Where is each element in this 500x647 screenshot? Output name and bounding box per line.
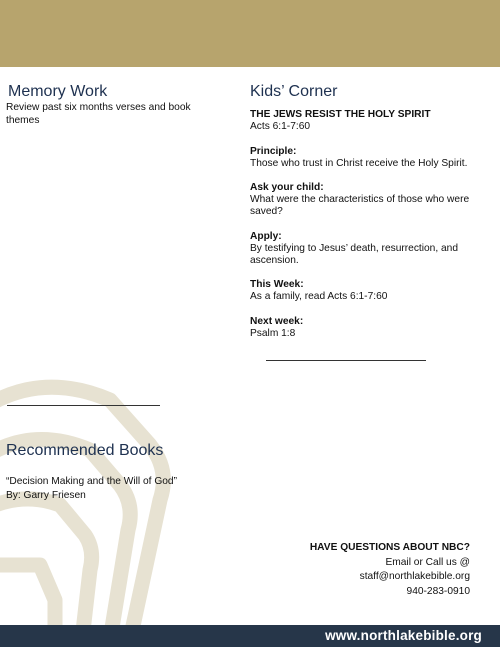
contact-phone[interactable]: 940-283-0910 [406,585,470,597]
book-author: By: Garry Friesen [6,489,86,501]
this-week [250,279,475,303]
section-divider [7,405,160,406]
memory-work-text: Review past six months verses and book themes [6,102,191,126]
ask-text: What were the characteristics of those who were saved? [250,194,470,217]
next-week-label: Next week: [250,315,304,327]
apply-text: By testifying to Jesus’ death, resurrection, and ascension. [250,242,459,266]
contact-line: Email or Call us @ [385,556,470,568]
ask-label: Ask your child: [250,182,324,193]
recommended-book [6,475,226,502]
kids-corner-heading: Kids’ Corner [250,83,338,100]
memory-work-heading: Memory Work [8,83,108,100]
contact-email[interactable]: staff@northlakebible.org [359,571,470,582]
kids-divider [266,360,426,361]
next-week-text: Psalm 1:8 [250,327,296,339]
lesson [250,109,475,133]
apply-label: Apply: [250,230,282,242]
this-week-text: As a family, read Acts 6:1-7:60 [250,291,388,302]
contact-block [310,541,470,599]
book-title: “Decision Making and the Will of God” [6,476,177,487]
recommended-books-heading: Recommended Books [6,442,164,459]
header-band [0,0,500,67]
kids-corner-content [250,109,475,352]
principle [250,146,475,170]
ask-your-child [250,182,475,218]
this-week-label: This Week: [250,279,304,290]
lesson-title: THE JEWS RESIST THE HOLY SPIRIT [250,109,431,120]
website-link[interactable]: www.northlakebible.org [325,628,482,643]
apply [250,231,475,267]
next-week [250,316,475,340]
principle-label: Principle: [250,145,297,157]
contact-question: HAVE QUESTIONS ABOUT NBC? [309,542,470,553]
lesson-passage: Acts 6:1-7:60 [250,121,311,132]
principle-text: Those who trust in Christ receive the Holy Spirit. [250,157,468,169]
